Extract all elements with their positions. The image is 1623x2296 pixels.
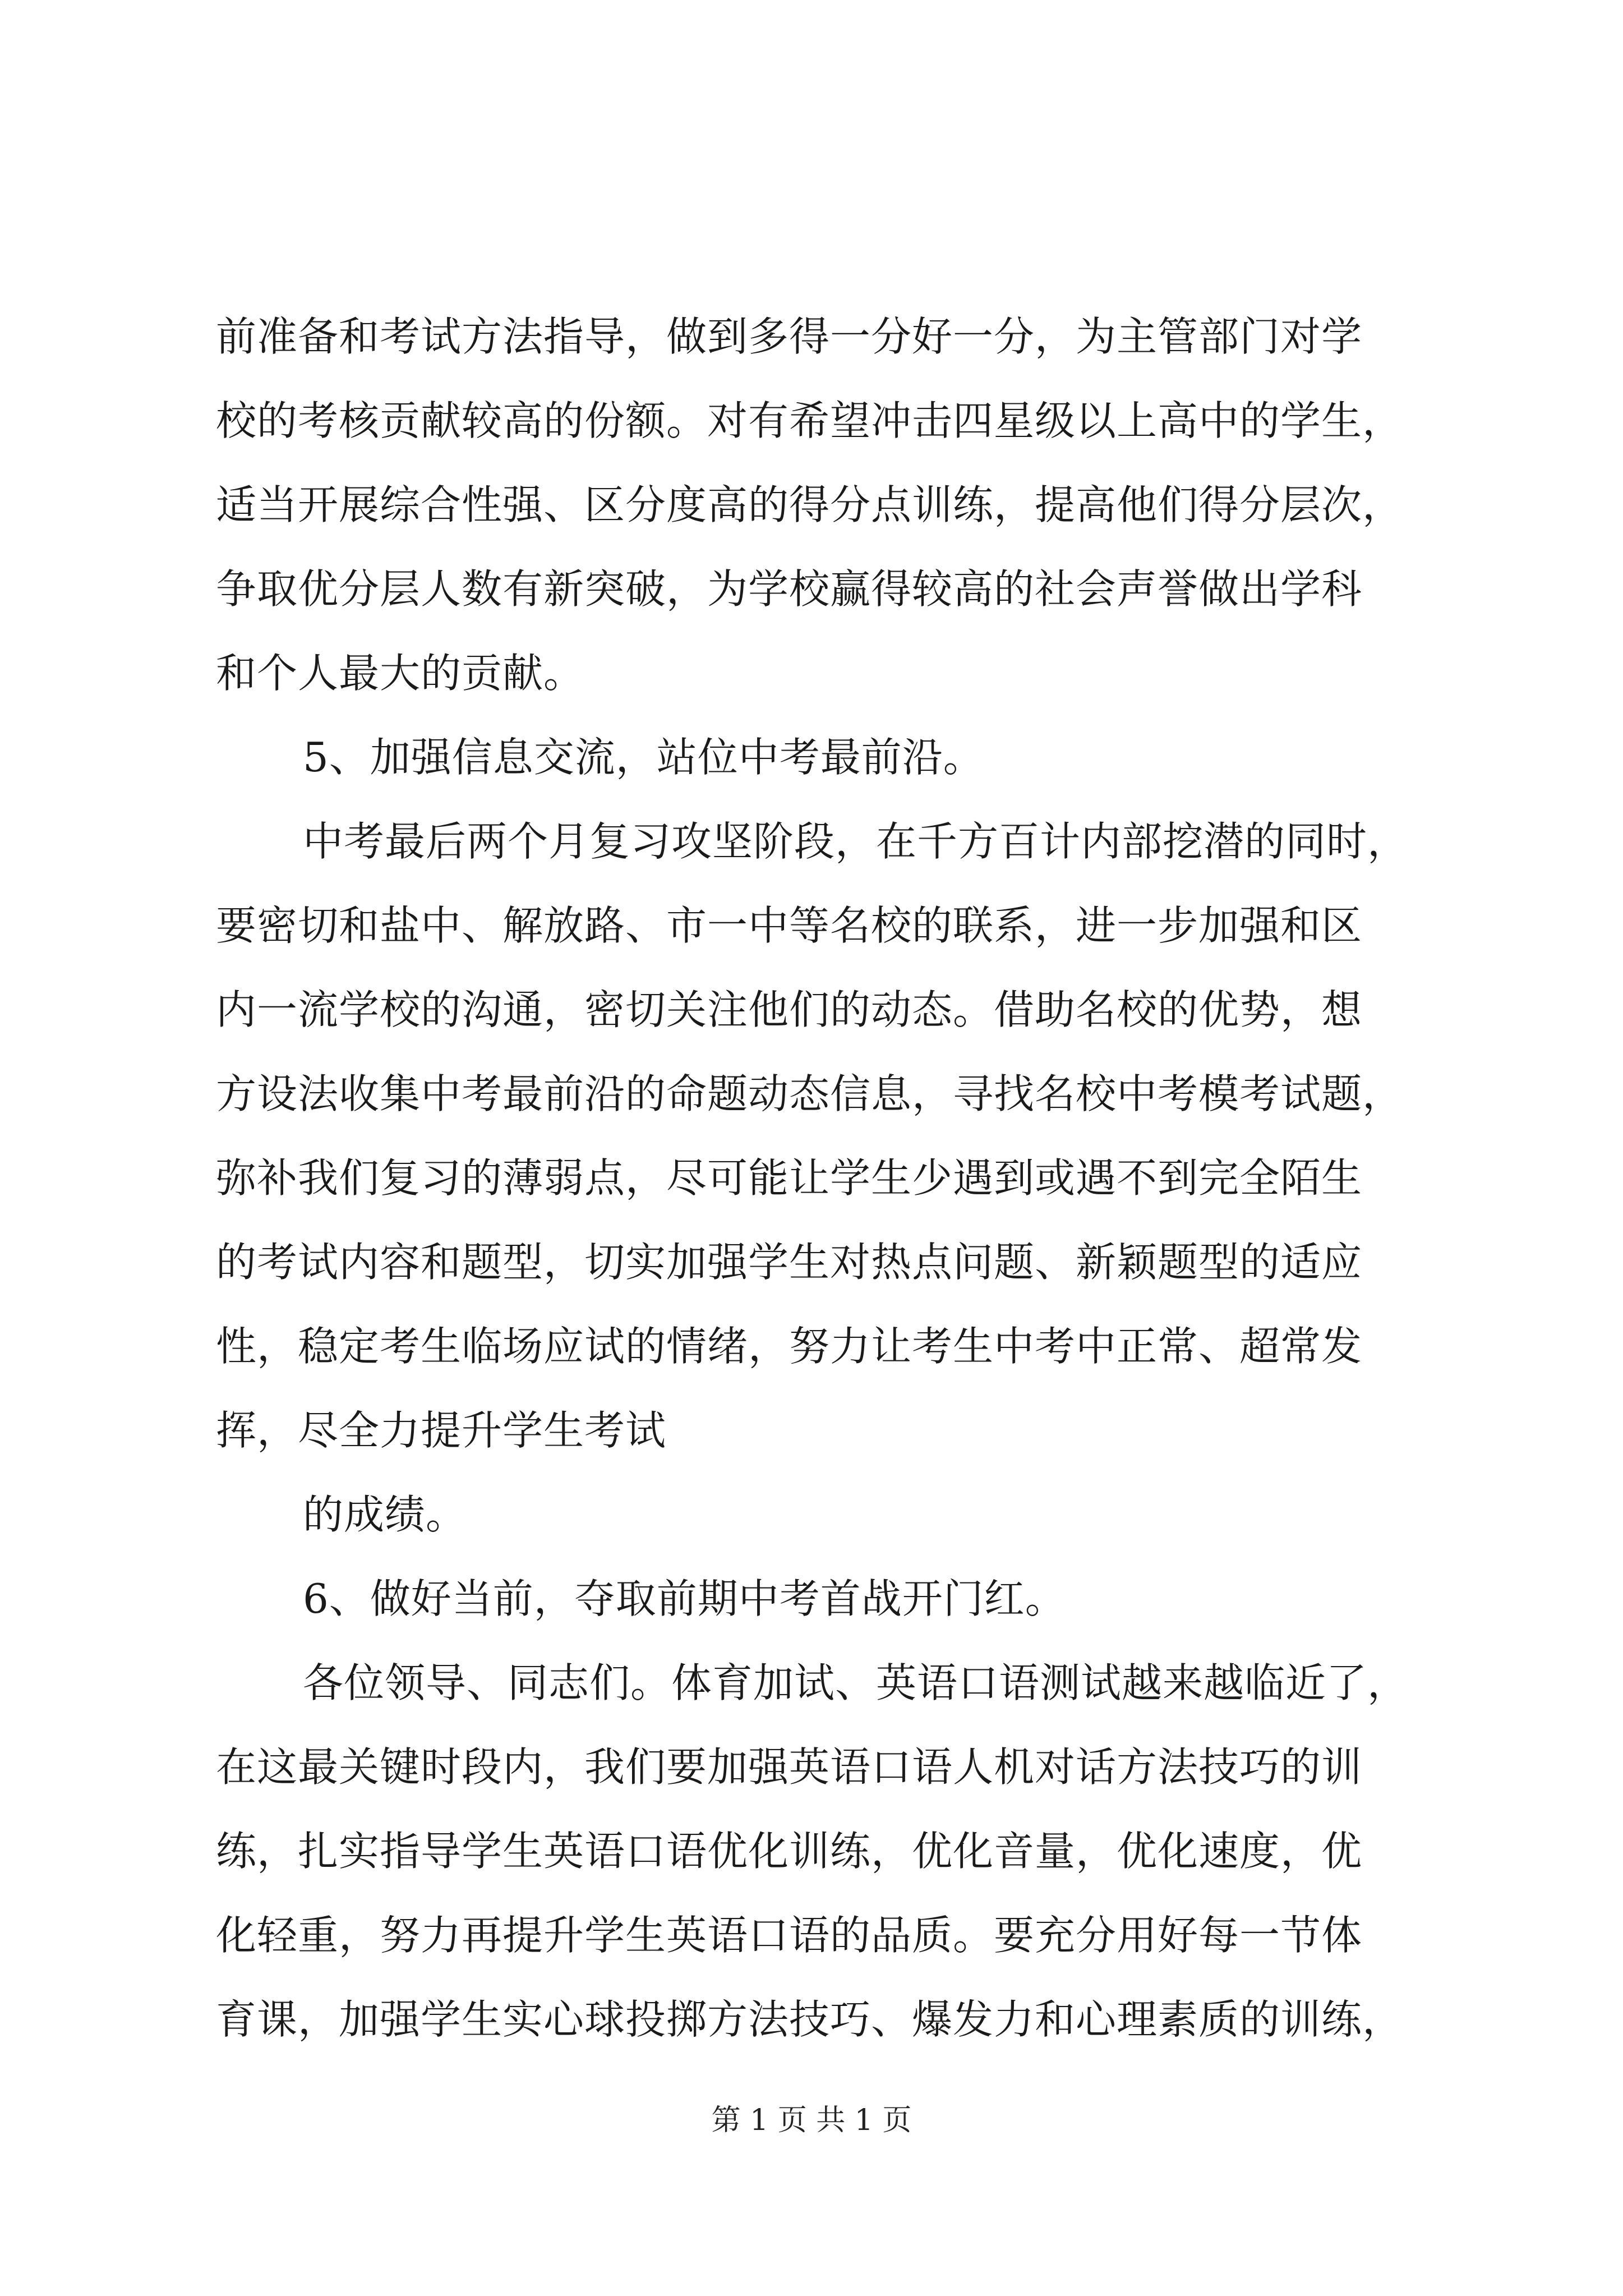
text-line-9: 内一流学校的沟通，密切关注他们的动态。借助名校的优势，想 xyxy=(216,986,1363,1033)
text-line-21: 育课，加强学生实心球投掷方法技巧、爆发力和心理素质的训练， xyxy=(216,1996,1404,2043)
section-heading-5: 5、加强信息交流，站位中考最前沿。 xyxy=(303,734,984,781)
text-line-4: 争取优分层人数有新突破，为学校赢得较高的社会声誉做出学科 xyxy=(216,565,1363,613)
text-line-15: 的成绩。 xyxy=(303,1491,467,1538)
text-line-13: 性，稳定考生临场应试的情绪，努力让考生中考中正常、超常发 xyxy=(216,1323,1363,1370)
page-footer: 第 1 页 共 1 页 xyxy=(711,2104,912,2137)
text-line-17: 各位领导、同志们。体育加试、英语口语测试越来越临近了， xyxy=(303,1659,1409,1706)
text-line-1: 前准备和考试方法指导，做到多得一分好一分，为主管部门对学 xyxy=(216,313,1363,360)
text-line-2: 校的考核贡献较高的份额。对有希望冲击四星级以上高中的学生， xyxy=(216,397,1404,444)
text-line-14: 挥，尽全力提升学生考试 xyxy=(216,1407,667,1454)
text-line-12: 的考试内容和题型，切实加强学生对热点问题、新颖题型的适应 xyxy=(216,1239,1363,1286)
text-line-7: 中考最后两个月复习攻坚阶段，在千方百计内部挖潜的同时， xyxy=(303,818,1409,865)
section-heading-6: 6、做好当前，夺取前期中考首战开门红。 xyxy=(303,1575,1066,1622)
text-line-10: 方设法收集中考最前沿的命题动态信息，寻找名校中考模考试题， xyxy=(216,1070,1404,1117)
text-line-5: 和个人最大的贡献。 xyxy=(216,650,585,697)
text-line-20: 化轻重，努力再提升学生英语口语的品质。要充分用好每一节体 xyxy=(216,1912,1363,1959)
text-line-8: 要密切和盐中、解放路、市一中等名校的联系，进一步加强和区 xyxy=(216,902,1363,949)
text-line-3: 适当开展综合性强、区分度高的得分点训练，提高他们得分层次， xyxy=(216,481,1404,528)
text-line-11: 弥补我们复习的薄弱点，尽可能让学生少遇到或遇不到完全陌生 xyxy=(216,1154,1363,1202)
text-line-18: 在这最关键时段内，我们要加强英语口语人机对话方法技巧的训 xyxy=(216,1743,1363,1791)
text-line-19: 练，扎实指导学生英语口语优化训练，优化音量，优化速度，优 xyxy=(216,1828,1363,1875)
